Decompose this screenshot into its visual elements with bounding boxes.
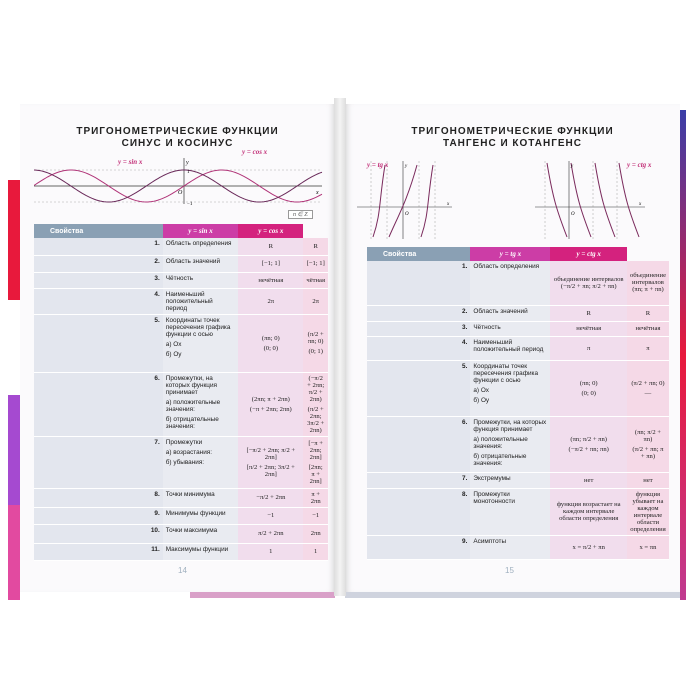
tg-value-a: (πn; 0) (579, 379, 598, 387)
row-property: Чётность (470, 321, 550, 336)
table-row (367, 488, 669, 535)
table-row (367, 336, 669, 360)
property-sub-b: б) отрицательные значения: (473, 452, 527, 467)
n-integer-note: n ∈ Z (288, 210, 313, 219)
sin-value-a: [−π/2 + 2πn; π/2 + 2πn] (246, 446, 296, 461)
cover-edge-pink (8, 505, 20, 600)
page-number-left: 14 (178, 566, 187, 575)
cos-value-a: (π/2 + πn; 0) (307, 331, 324, 345)
row-property: Экстремумы (470, 472, 550, 488)
ctg-value: нет (627, 472, 669, 488)
cos-value: −1 (303, 507, 328, 524)
table-row (367, 321, 669, 336)
tg-value (550, 360, 626, 416)
cover-bottom-right (345, 592, 680, 598)
table-row (34, 488, 328, 507)
tg-value: функция возрастает на каждом интервале области определения (550, 488, 626, 535)
cos-value: 2π (303, 288, 328, 314)
ctg-value-a: (πn; π/2 + πn) (634, 428, 662, 443)
tg-value-b: (0; 0) (581, 389, 596, 397)
property-text: Координаты точек пересечения графика функции с осью (473, 362, 539, 384)
ctg-value: функция убывает на каждом интервале области определения (627, 488, 669, 535)
row-number: 10. (34, 524, 163, 543)
cos-value-b: [2πn; π + 2πn] (308, 463, 323, 485)
sin-value: 2π (238, 288, 303, 314)
cos-value-b: (π/2 + 2πn; 3π/2 + 2πn) (307, 405, 325, 434)
table-row (367, 261, 669, 305)
header-cos: y = cos x (238, 224, 303, 238)
tg-ctg-table (367, 247, 669, 560)
row-number: 2. (367, 305, 470, 321)
table-row (34, 524, 328, 543)
title-line-1: ТРИГОНОМЕТРИЧЕСКИЕ ФУНКЦИИ (411, 126, 614, 137)
cover-edge-red (8, 180, 20, 300)
header-tg: y = tg x (470, 247, 550, 261)
sin-value (238, 436, 303, 488)
table-row (34, 436, 328, 488)
property-sub-a: а) положительные значения: (473, 435, 528, 450)
row-property: Наименьший положительный период (163, 288, 238, 314)
table-row (34, 507, 328, 524)
sin-cos-graph (34, 156, 324, 206)
right-page (345, 104, 680, 592)
tg-value: объединение интервалов (−π/2 + πn; π/2 + πn) (550, 261, 626, 305)
row-number: 8. (34, 488, 163, 507)
sin-value-a: (2πn; π + 2πn) (251, 395, 290, 403)
table-row (367, 360, 669, 416)
cos-value-a: [−π + 2πn; 2πn] (308, 439, 323, 461)
row-number: 5. (367, 360, 470, 416)
property-text: Промежутки, на которых функция принимает (473, 418, 547, 433)
row-number: 2. (34, 255, 163, 272)
cos-value: [−1; 1] (303, 255, 328, 272)
table-row (367, 416, 669, 472)
row-property (163, 436, 238, 488)
property-sub-b: б) Oy (165, 350, 182, 358)
sin-value (238, 372, 303, 436)
table-header-row (367, 247, 669, 261)
row-property: Область определения (163, 238, 238, 255)
property-sub-b: б) Oy (473, 396, 490, 404)
property-sub-b: б) отрицательные значения: (165, 415, 219, 430)
cos-value: 1 (303, 543, 328, 560)
property-sub-b: б) убывания: (165, 458, 205, 466)
sin-value: −1 (238, 507, 303, 524)
row-property: Точки максимума (163, 524, 238, 543)
row-number: 4. (367, 336, 470, 360)
title-line-2: ТАНГЕНС И КОТАНГЕНС (442, 138, 583, 149)
property-sub-a: а) Ox (165, 340, 182, 348)
row-number: 3. (367, 321, 470, 336)
row-property: Минимумы функции (163, 507, 238, 524)
row-property: Область определения (470, 261, 550, 305)
row-number: 7. (34, 436, 163, 488)
table-row (367, 305, 669, 321)
cover-edge-right (680, 110, 686, 600)
tg-value-b: (−π/2 + πn; πn) (568, 445, 609, 453)
table-row (34, 372, 328, 436)
row-number: 5. (34, 314, 163, 372)
ctg-value: π (627, 336, 669, 360)
sin-value-a: (πn; 0) (261, 334, 280, 342)
tg-graph (357, 159, 452, 239)
title-line-1: ТРИГОНОМЕТРИЧЕСКИЕ ФУНКЦИИ (76, 126, 279, 137)
cos-value: π + 2πn (303, 488, 328, 507)
sin-value: [−1; 1] (238, 255, 303, 272)
sin-value: R (238, 238, 303, 255)
ctg-label: y = ctg x (627, 161, 652, 169)
row-number: 8. (367, 488, 470, 535)
row-property (163, 314, 238, 372)
left-page (20, 104, 335, 592)
right-page-title (345, 126, 680, 150)
row-number: 9. (367, 535, 470, 559)
row-property: Чётность (163, 272, 238, 288)
svg-text:O: O (571, 212, 575, 217)
property-text: Координаты точек пересечения графика функции с осью (165, 316, 231, 338)
row-number: 7. (367, 472, 470, 488)
page-number-right: 15 (505, 566, 514, 575)
cos-value: чётная (303, 272, 328, 288)
row-number: 6. (367, 416, 470, 472)
svg-text:x: x (447, 202, 450, 207)
svg-text:y: y (186, 160, 189, 166)
tg-label: y = tg x (367, 161, 389, 169)
row-property: Область значений (470, 305, 550, 321)
header-properties: Свойства (367, 247, 470, 261)
cos-value: 2πn (303, 524, 328, 543)
svg-text:y: y (571, 164, 574, 169)
svg-text:x: x (639, 202, 642, 207)
sin-value: 1 (238, 543, 303, 560)
sin-value-b: [π/2 + 2πn; 3π/2 + 2πn] (246, 463, 295, 478)
svg-text:1: 1 (187, 170, 190, 175)
cos-value (303, 436, 328, 488)
row-property: Наименьший положительный период (470, 336, 550, 360)
tg-value: R (550, 305, 626, 321)
table-row (34, 543, 328, 560)
sin-value: −π/2 + 2πn (238, 488, 303, 507)
property-sub-a: а) Ox (473, 386, 489, 394)
header-sin: y = sin x (163, 224, 238, 238)
property-text: Промежутки, на которых функция принимает (165, 374, 217, 396)
ctg-value: нечётная (627, 321, 669, 336)
table-row (34, 288, 328, 314)
svg-text:y: y (405, 164, 408, 169)
tg-value: нечётная (550, 321, 626, 336)
property-text: Промежутки (165, 438, 203, 446)
cos-value: R (303, 238, 328, 255)
table-row (367, 535, 669, 559)
svg-text:x: x (316, 190, 319, 196)
row-property: Точки минимума (163, 488, 238, 507)
row-number: 3. (34, 272, 163, 288)
row-number: 11. (34, 543, 163, 560)
ctg-graph (535, 159, 645, 239)
cos-value-a: (−π/2 + 2πn; π/2 + 2πn) (307, 374, 325, 403)
row-property (470, 416, 550, 472)
cover-edge-purple (8, 395, 20, 505)
sin-value-b: (0; 0) (263, 344, 279, 352)
cos-label: y = cos x (242, 148, 268, 156)
tg-value: нет (550, 472, 626, 488)
ctg-value-b: — (644, 389, 652, 397)
table-row (34, 272, 328, 288)
tg-value: π (550, 336, 626, 360)
property-sub-a: а) возрастания: (165, 448, 213, 456)
tg-value-a: (πn; π/2 + πn) (570, 435, 608, 443)
row-number: 4. (34, 288, 163, 314)
row-number: 1. (34, 238, 163, 255)
row-number: 9. (34, 507, 163, 524)
table-row (34, 314, 328, 372)
header-ctg: y = ctg x (550, 247, 626, 261)
row-number: 1. (367, 261, 470, 305)
cos-value (303, 372, 328, 436)
row-property: Асимптоты (470, 535, 550, 559)
ctg-value (627, 360, 669, 416)
title-line-2: СИНУС И КОСИНУС (121, 138, 234, 149)
row-property: Максимумы функции (163, 543, 238, 560)
row-number: 6. (34, 372, 163, 436)
svg-text:−1: −1 (187, 202, 193, 206)
cos-value (303, 314, 328, 372)
row-property (470, 360, 550, 416)
svg-text:O: O (405, 212, 409, 217)
sin-value (238, 314, 303, 372)
tg-value (550, 416, 626, 472)
ctg-value (627, 416, 669, 472)
svg-text:O: O (178, 190, 183, 196)
row-property: Область значений (163, 255, 238, 272)
cover-bottom-left (190, 592, 335, 598)
ctg-value: R (627, 305, 669, 321)
cos-value-b: (0; 1) (308, 348, 323, 355)
property-sub-a: а) положительные значения: (165, 398, 221, 413)
sin-value: π/2 + 2πn (238, 524, 303, 543)
table-row (367, 472, 669, 488)
header-properties: Свойства (34, 224, 163, 238)
table-header-row (34, 224, 328, 238)
ctg-value-b: (π/2 + πn; π + πn) (632, 445, 664, 460)
ctg-value: объединение интервалов (πn; π + πn) (627, 261, 669, 305)
sin-label: y = sin x (118, 158, 143, 166)
ctg-value: x = πn (627, 535, 669, 559)
sin-cos-table (34, 224, 328, 561)
tg-value: x = π/2 + πn (550, 535, 626, 559)
row-property (163, 372, 238, 436)
table-row (34, 255, 328, 272)
left-page-title (20, 126, 335, 150)
row-property: Промежутки монотонности (470, 488, 550, 535)
sin-value: нечётная (238, 272, 303, 288)
ctg-value-a: (π/2 + πn; 0) (631, 379, 665, 387)
sin-value-b: (−π + 2πn; 2πn) (249, 405, 292, 413)
table-row (34, 238, 328, 255)
